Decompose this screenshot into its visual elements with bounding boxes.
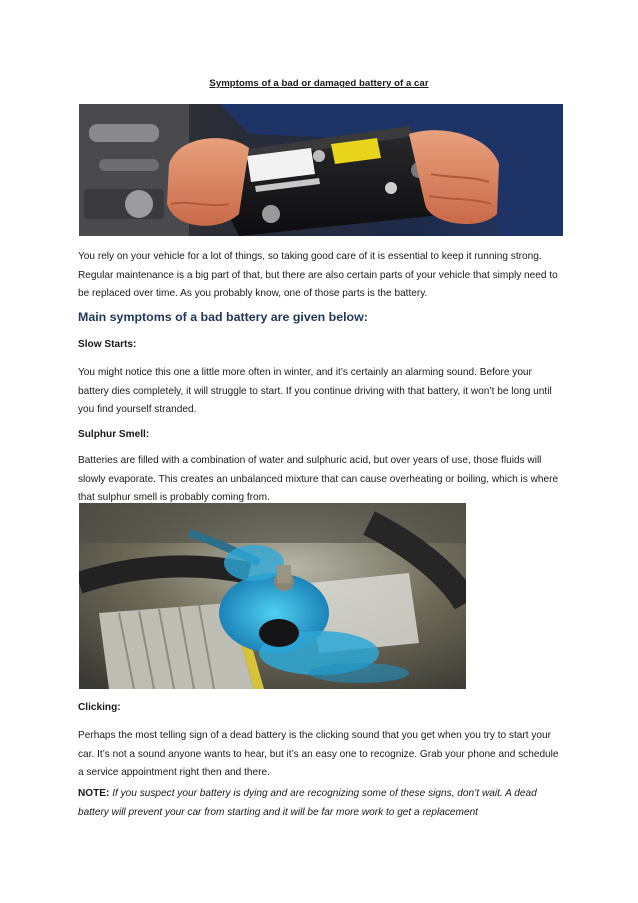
intro-paragraph: You rely on your vehicle for a lot of things, so taking good care of it is essential to keep it running strong. Regular maintenance is a big part of that, but there are also certain parts of your vehicle that simply need to be replaced over time. As you probably know, one of those parts is the battery. bbox=[78, 251, 558, 300]
section-body-sulphur-smell: Batteries are filled with a combination of water and sulphuric acid, but over years of use, those fluids will slowly evaporate. This creates an unbalanced mixture that can cause overheating or boiling, which is where that sulphur smell is probably coming from. bbox=[78, 455, 559, 504]
section-heading-clicking: Clicking: bbox=[78, 702, 121, 713]
corroded-terminal-photo bbox=[79, 503, 466, 689]
section-heading-sulphur-smell: Sulphur Smell: bbox=[78, 429, 150, 440]
note-label: NOTE: bbox=[78, 788, 110, 799]
section-body-clicking: Perhaps the most telling sign of a dead battery is the clicking sound that you get when you try to start your car. It’s not a sound anyone wants to hear, but it’s an easy one to recognize. Grab your phone and schedule a service appointment right then and there. bbox=[78, 730, 559, 779]
section-body-slow-starts: You might notice this one a little more often in winter, and it’s certainly an alarming sound. Before your battery dies completely, it will struggle to start. If you continue driving with that battery, it won’t be long until you find yourself stranded. bbox=[78, 367, 552, 416]
note-text: If you suspect your battery is dying and are recognizing some of these signs, don’t wait. A dead battery will prevent your car from starting and it will be far more work to get a replacement bbox=[78, 788, 537, 818]
corroded-terminal-illustration bbox=[79, 503, 466, 689]
battery-hands-photo bbox=[79, 104, 563, 236]
note-paragraph bbox=[78, 785, 564, 822]
document-title: Symptoms of a bad or damaged battery of a car bbox=[209, 78, 429, 89]
main-heading: Main symptoms of a bad battery are given below: bbox=[78, 310, 368, 324]
battery-hands-illustration bbox=[79, 104, 563, 236]
section-heading-slow-starts: Slow Starts: bbox=[78, 339, 137, 350]
